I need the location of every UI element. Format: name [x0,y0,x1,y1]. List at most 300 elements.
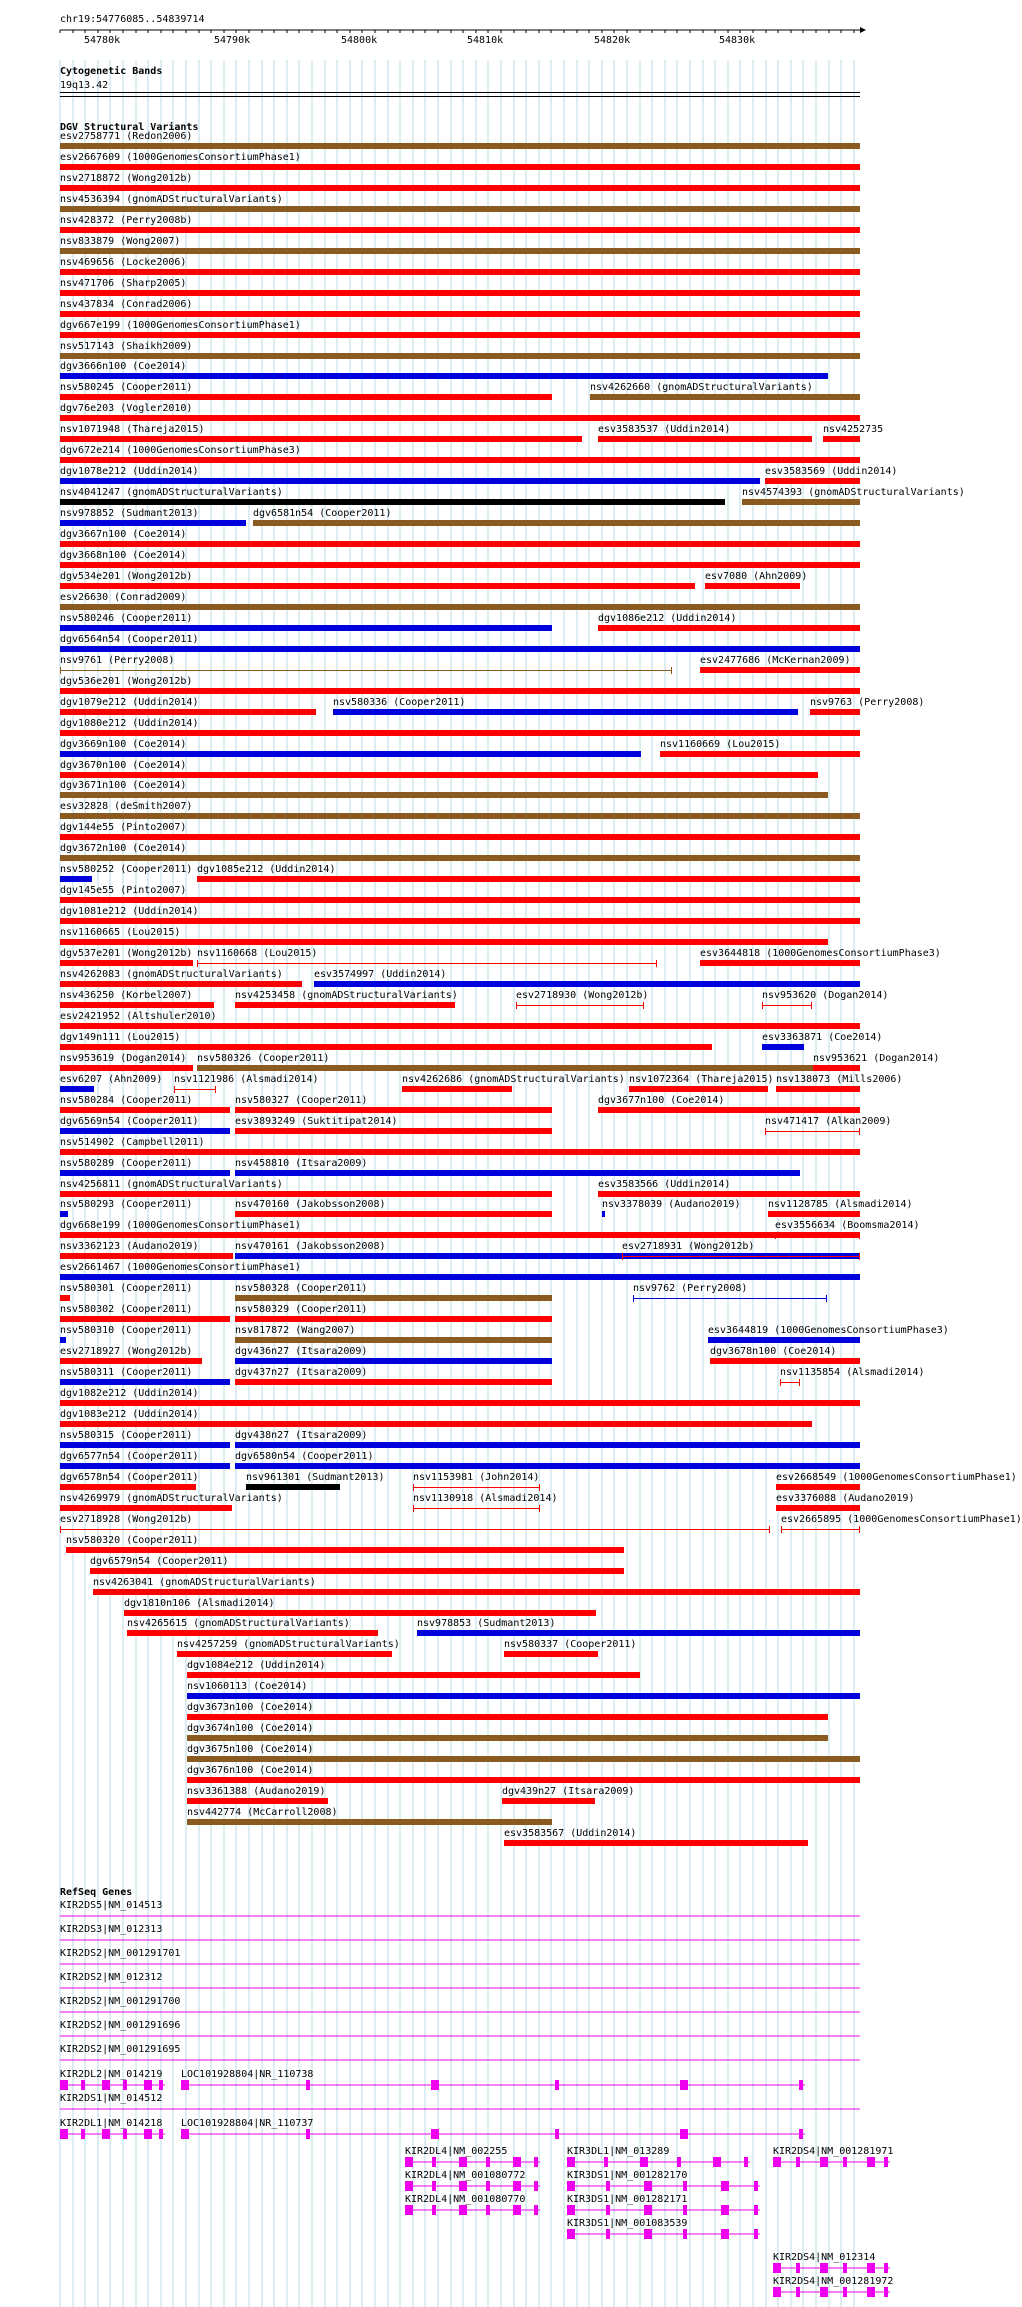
sv-feature-label[interactable]: nsv580327 (Cooper2011) [235,1095,368,1106]
sv-feature-bar[interactable] [60,206,860,212]
sv-feature-label[interactable]: nsv580328 (Cooper2011) [235,1283,368,1294]
sv-feature-label[interactable]: dgv1085e212 (Uddin2014) [197,864,336,875]
sv-feature-label[interactable]: nsv1072364 (Thareja2015) [629,1074,774,1085]
refseq-gene-label[interactable]: KIR3DS1|NM_001282171 [567,2194,688,2205]
refseq-gene-label[interactable]: KIR2DS2|NM_001291701 [60,1948,181,1959]
sv-feature-bar[interactable] [197,1065,860,1071]
sv-feature-label[interactable]: nsv580311 (Cooper2011) [60,1367,193,1378]
sv-feature-bar[interactable] [60,1107,230,1113]
sv-feature-label[interactable]: nsv470160 (Jakobsson2008) [235,1199,386,1210]
sv-feature-bar[interactable] [60,1316,230,1322]
sv-feature-label[interactable]: dgv6578n54 (Cooper2011) [60,1472,199,1483]
sv-feature-bar[interactable] [60,1086,94,1092]
refseq-gene-model[interactable] [0,2261,890,2275]
refseq-gene-label[interactable]: KIR3DL1|NM_013289 [567,2146,670,2157]
sv-feature-bar[interactable] [775,1235,860,1236]
sv-feature-label[interactable]: nsv437834 (Conrad2006) [60,299,193,310]
sv-feature-bar[interactable] [60,1211,68,1217]
refseq-gene-model[interactable] [0,1909,890,1923]
sv-feature-bar[interactable] [60,248,860,254]
sv-feature-bar[interactable] [187,1735,828,1741]
sv-feature-label[interactable]: dgv6580n54 (Cooper2011) [235,1451,374,1462]
sv-feature-bar[interactable] [60,1400,860,1406]
sv-feature-bar[interactable] [60,1484,196,1490]
sv-feature-bar[interactable] [174,1089,216,1090]
sv-feature-label[interactable]: nsv4253458 (gnomADStructuralVariants) [235,990,458,1001]
sv-feature-label[interactable]: nsv580301 (Cooper2011) [60,1283,193,1294]
sv-feature-label[interactable]: nsv953619 (Dogan2014) [60,1053,187,1064]
sv-feature-bar[interactable] [705,583,800,589]
sv-feature-label[interactable]: esv2477686 (McKernan2009) [700,655,851,666]
sv-feature-label[interactable]: esv3583537 (Uddin2014) [598,424,731,435]
sv-feature-bar[interactable] [60,353,860,359]
sv-feature-label[interactable]: dgv3678n100 (Coe2014) [710,1346,837,1357]
sv-feature-label[interactable]: dgv145e55 (Pinto2007) [60,885,187,896]
sv-feature-bar[interactable] [60,1170,230,1176]
sv-feature-bar[interactable] [187,1798,328,1804]
sv-feature-bar[interactable] [700,667,860,673]
refseq-gene-label[interactable]: KIR3DS1|NM_001282170 [567,2170,688,2181]
sv-feature-bar[interactable] [60,646,860,652]
refseq-gene-label[interactable]: KIR2DS4|NM_001281971 [773,2146,894,2157]
sv-feature-bar[interactable] [60,772,818,778]
sv-feature-label[interactable]: dgv3672n100 (Coe2014) [60,843,187,854]
sv-feature-label[interactable]: nsv4256811 (gnomADStructuralVariants) [60,1179,283,1190]
sv-feature-label[interactable]: esv2718928 (Wong2012b) [60,1514,193,1525]
sv-feature-label[interactable]: dgv144e55 (Pinto2007) [60,822,187,833]
sv-feature-bar[interactable] [253,520,860,526]
refseq-gene-label[interactable]: KIR2DL1|NM_014218 [60,2118,163,2129]
sv-feature-label[interactable]: dgv6577n54 (Cooper2011) [60,1451,199,1462]
sv-feature-bar[interactable] [235,1442,860,1448]
sv-feature-bar[interactable] [60,813,860,819]
sv-feature-bar[interactable] [402,1086,512,1092]
sv-feature-label[interactable]: dgv672e214 (1000GenomesConsortiumPhase3) [60,445,301,456]
sv-feature-bar[interactable] [60,897,860,903]
sv-feature-bar[interactable] [60,373,828,379]
sv-feature-label[interactable]: nsv1060113 (Coe2014) [187,1681,308,1692]
sv-feature-bar[interactable] [60,185,860,191]
refseq-gene-label[interactable]: KIR2DS1|NM_014512 [60,2093,163,2104]
sv-feature-bar[interactable] [60,1253,233,1259]
sv-feature-label[interactable]: dgv3673n100 (Coe2014) [187,1702,314,1713]
sv-feature-label[interactable]: nsv580252 (Cooper2011) [60,864,193,875]
sv-feature-bar[interactable] [60,478,760,484]
sv-feature-bar[interactable] [60,1044,712,1050]
sv-feature-bar[interactable] [60,1463,230,1469]
sv-feature-label[interactable]: esv3583567 (Uddin2014) [504,1828,637,1839]
sv-feature-bar[interactable] [417,1630,860,1636]
sv-feature-bar[interactable] [516,1005,644,1006]
sv-feature-bar[interactable] [60,730,860,736]
sv-feature-label[interactable]: nsv2718872 (Wong2012b) [60,173,193,184]
refseq-gene-label[interactable]: KIR2DS2|NM_012312 [60,1972,163,1983]
refseq-gene-label[interactable]: KIR2DL4|NM_001080770 [405,2194,526,2205]
sv-feature-bar[interactable] [813,1065,860,1071]
sv-feature-bar[interactable] [60,457,860,463]
sv-feature-bar[interactable] [60,562,860,568]
sv-feature-bar[interactable] [598,1107,860,1113]
sv-feature-label[interactable]: nsv580329 (Cooper2011) [235,1304,368,1315]
sv-feature-bar[interactable] [762,1005,812,1006]
sv-feature-bar[interactable] [60,311,860,317]
sv-feature-label[interactable]: esv32828 (deSmith2007) [60,801,193,812]
sv-feature-bar[interactable] [60,164,860,170]
refseq-gene-model[interactable] [0,2227,890,2241]
refseq-gene-label[interactable]: KIR3DS1|NM_001083539 [567,2218,688,2229]
sv-feature-label[interactable]: nsv9762 (Perry2008) [633,1283,748,1294]
sv-feature-bar[interactable] [235,1463,860,1469]
sv-feature-label[interactable]: nsv471706 (Sharp2005) [60,278,187,289]
sv-feature-label[interactable]: dgv3666n100 (Coe2014) [60,361,187,372]
sv-feature-label[interactable]: dgv76e203 (Vogler2010) [60,403,193,414]
sv-feature-bar[interactable] [60,143,860,149]
sv-feature-bar[interactable] [60,394,552,400]
sv-feature-bar[interactable] [629,1086,768,1092]
sv-feature-label[interactable]: nsv470161 (Jakobsson2008) [235,1241,386,1252]
sv-feature-label[interactable]: dgv436n27 (Itsara2009) [235,1346,368,1357]
refseq-gene-model[interactable] [0,2179,890,2193]
sv-feature-bar[interactable] [810,709,860,715]
sv-feature-label[interactable]: esv2718931 (Wong2012b) [622,1241,755,1252]
refseq-gene-model[interactable] [0,1981,890,1995]
sv-feature-bar[interactable] [776,1505,860,1511]
sv-feature-bar[interactable] [762,1044,804,1050]
sv-feature-bar[interactable] [60,227,860,233]
sv-feature-label[interactable]: esv2758771 (Redon2006) [60,131,193,142]
sv-feature-label[interactable]: nsv817872 (Wang2007) [235,1325,356,1336]
sv-feature-bar[interactable] [60,1505,232,1511]
sv-feature-label[interactable]: nsv469656 (Locke2006) [60,257,187,268]
sv-feature-label[interactable]: nsv580336 (Cooper2011) [333,697,466,708]
sv-feature-label[interactable]: nsv4041247 (gnomADStructuralVariants) [60,487,283,498]
sv-feature-bar[interactable] [60,1421,812,1427]
sv-feature-bar[interactable] [708,1337,860,1343]
refseq-gene-model[interactable] [0,2285,890,2299]
sv-feature-bar[interactable] [60,604,860,610]
sv-feature-bar[interactable] [413,1508,540,1509]
refseq-gene-model[interactable] [0,2102,890,2116]
sv-feature-label[interactable]: nsv1130918 (Alsmadi2014) [413,1493,558,1504]
sv-feature-bar[interactable] [700,960,860,966]
sv-feature-label[interactable]: nsv4262083 (gnomADStructuralVariants) [60,969,283,980]
sv-feature-bar[interactable] [60,436,582,442]
sv-feature-bar[interactable] [60,688,860,694]
sv-feature-bar[interactable] [622,1256,860,1257]
sv-feature-bar[interactable] [235,1295,552,1301]
sv-feature-label[interactable]: dgv1081e212 (Uddin2014) [60,906,199,917]
sv-feature-bar[interactable] [187,1756,860,1762]
sv-feature-bar[interactable] [60,1529,770,1530]
sv-feature-bar[interactable] [776,1484,860,1490]
sv-feature-bar[interactable] [235,1002,455,1008]
sv-feature-label[interactable]: nsv961301 (Sudmant2013) [246,1472,385,1483]
sv-feature-label[interactable]: dgv3669n100 (Coe2014) [60,739,187,750]
sv-feature-label[interactable]: nsv3378039 (Audano2019) [602,1199,741,1210]
sv-feature-label[interactable]: nsv4262686 (gnomADStructuralVariants) [402,1074,625,1085]
sv-feature-bar[interactable] [60,670,672,671]
sv-feature-label[interactable]: nsv9763 (Perry2008) [810,697,925,708]
sv-feature-bar[interactable] [60,876,92,882]
refseq-gene-label[interactable]: KIR2DS2|NM_001291700 [60,1996,181,2007]
sv-feature-bar[interactable] [60,1065,193,1071]
sv-feature-bar[interactable] [60,834,860,840]
sv-feature-label[interactable]: nsv4536394 (gnomADStructuralVariants) [60,194,283,205]
sv-feature-label[interactable]: nsv4257259 (gnomADStructuralVariants) [177,1639,400,1650]
sv-feature-label[interactable]: nsv580315 (Cooper2011) [60,1430,193,1441]
sv-feature-label[interactable]: dgv3676n100 (Coe2014) [187,1765,314,1776]
refseq-gene-label[interactable]: LOC101928804|NR_110738 [181,2069,314,2080]
sv-feature-bar[interactable] [66,1547,624,1553]
refseq-gene-model[interactable] [0,2078,890,2092]
refseq-gene-label[interactable]: KIR2DS4|NM_001281972 [773,2276,894,2287]
sv-feature-label[interactable]: nsv514902 (Campbell2011) [60,1137,205,1148]
sv-feature-bar[interactable] [765,478,860,484]
sv-feature-bar[interactable] [598,625,860,631]
sv-feature-label[interactable]: nsv953621 (Dogan2014) [813,1053,940,1064]
refseq-gene-label[interactable]: LOC101928804|NR_110737 [181,2118,314,2129]
sv-feature-bar[interactable] [60,1023,860,1029]
sv-feature-bar[interactable] [710,1358,860,1364]
sv-feature-label[interactable]: dgv1086e212 (Uddin2014) [598,613,737,624]
sv-feature-label[interactable]: dgv6581n54 (Cooper2011) [253,508,392,519]
sv-feature-bar[interactable] [60,332,860,338]
sv-feature-bar[interactable] [235,1316,552,1322]
sv-feature-bar[interactable] [504,1840,808,1846]
sv-feature-label[interactable]: dgv437n27 (Itsara2009) [235,1367,368,1378]
sv-feature-label[interactable]: nsv3362123 (Audano2019) [60,1241,199,1252]
sv-feature-label[interactable]: dgv3674n100 (Coe2014) [187,1723,314,1734]
sv-feature-label[interactable]: esv3644819 (1000GenomesConsortiumPhase3) [708,1325,949,1336]
sv-feature-bar[interactable] [60,1191,552,1197]
sv-feature-label[interactable]: nsv978853 (Sudmant2013) [417,1618,556,1629]
sv-feature-bar[interactable] [60,1002,214,1008]
refseq-gene-model[interactable] [0,1933,890,1947]
sv-feature-bar[interactable] [235,1211,552,1217]
sv-feature-label[interactable]: dgv668e199 (1000GenomesConsortiumPhase1) [60,1220,301,1231]
sv-feature-label[interactable]: esv2718930 (Wong2012b) [516,990,649,1001]
sv-feature-bar[interactable] [60,1358,202,1364]
sv-feature-label[interactable]: dgv536e201 (Wong2012b) [60,676,193,687]
sv-feature-bar[interactable] [60,855,860,861]
sv-feature-bar[interactable] [197,963,657,964]
sv-feature-bar[interactable] [60,1442,230,1448]
sv-feature-bar[interactable] [60,1149,860,1155]
sv-feature-label[interactable]: dgv6579n54 (Cooper2011) [90,1556,229,1567]
sv-feature-label[interactable]: dgv1082e212 (Uddin2014) [60,1388,199,1399]
sv-feature-label[interactable]: dgv3675n100 (Coe2014) [187,1744,314,1755]
sv-feature-label[interactable]: nsv1071948 (Thareja2015) [60,424,205,435]
sv-feature-label[interactable]: dgv3671n100 (Coe2014) [60,780,187,791]
sv-feature-label[interactable]: nsv4263041 (gnomADStructuralVariants) [93,1577,316,1588]
sv-feature-label[interactable]: dgv1079e212 (Uddin2014) [60,697,199,708]
sv-feature-bar[interactable] [187,1693,860,1699]
refseq-gene-label[interactable]: KIR2DL2|NM_014219 [60,2069,163,2080]
sv-feature-label[interactable]: nsv471417 (Alkan2009) [765,1116,892,1127]
sv-feature-label[interactable]: nsv517143 (Shaikh2009) [60,341,193,352]
sv-feature-label[interactable]: esv3893249 (Suktitipat2014) [235,1116,398,1127]
sv-feature-bar[interactable] [602,1211,605,1217]
sv-feature-bar[interactable] [742,499,860,505]
sv-feature-bar[interactable] [60,981,302,987]
sv-feature-label[interactable]: dgv537e201 (Wong2012b) [60,948,193,959]
sv-feature-label[interactable]: dgv439n27 (Itsara2009) [502,1786,635,1797]
sv-feature-bar[interactable] [60,1379,230,1385]
sv-feature-bar[interactable] [314,981,860,987]
sv-feature-label[interactable]: nsv580320 (Cooper2011) [66,1535,199,1546]
sv-feature-label[interactable]: esv3363871 (Coe2014) [762,1032,883,1043]
sv-feature-label[interactable]: dgv667e199 (1000GenomesConsortiumPhase1) [60,320,301,331]
sv-feature-bar[interactable] [765,1131,860,1132]
sv-feature-label[interactable]: dgv1083e212 (Uddin2014) [60,1409,199,1420]
sv-feature-label[interactable]: nsv436250 (Korbel2007) [60,990,193,1001]
sv-feature-label[interactable]: nsv458810 (Itsara2009) [235,1158,368,1169]
refseq-gene-model[interactable] [0,2005,890,2019]
sv-feature-label[interactable]: nsv580326 (Cooper2011) [197,1053,330,1064]
sv-feature-label[interactable]: dgv1810n106 (Alsmadi2014) [124,1598,275,1609]
sv-feature-bar[interactable] [60,1337,66,1343]
sv-feature-label[interactable]: nsv833879 (Wong2007) [60,236,181,247]
sv-feature-label[interactable]: nsv580284 (Cooper2011) [60,1095,193,1106]
sv-feature-bar[interactable] [187,1777,860,1783]
sv-feature-bar[interactable] [60,1295,70,1301]
sv-feature-label[interactable]: nsv1128785 (Alsmadi2014) [768,1199,913,1210]
sv-feature-bar[interactable] [235,1337,552,1343]
sv-feature-bar[interactable] [187,1819,552,1825]
sv-feature-bar[interactable] [60,541,860,547]
sv-feature-label[interactable]: nsv580293 (Cooper2011) [60,1199,193,1210]
sv-feature-bar[interactable] [235,1107,552,1113]
sv-feature-label[interactable]: nsv4269979 (gnomADStructuralVariants) [60,1493,283,1504]
sv-feature-label[interactable]: nsv4265615 (gnomADStructuralVariants) [127,1618,350,1629]
sv-feature-bar[interactable] [768,1211,860,1217]
sv-feature-label[interactable]: nsv580337 (Cooper2011) [504,1639,637,1650]
sv-feature-label[interactable]: esv2718927 (Wong2012b) [60,1346,193,1357]
sv-feature-label[interactable]: nsv4252735 [823,424,884,435]
sv-feature-label[interactable]: nsv3361388 (Audano2019) [187,1786,326,1797]
sv-feature-label[interactable]: nsv580302 (Cooper2011) [60,1304,193,1315]
sv-feature-bar[interactable] [90,1568,624,1574]
sv-feature-label[interactable]: dgv3677n100 (Coe2014) [598,1095,725,1106]
sv-feature-bar[interactable] [598,436,812,442]
sv-feature-bar[interactable] [504,1651,598,1657]
sv-feature-label[interactable]: dgv6569n54 (Cooper2011) [60,1116,199,1127]
sv-feature-label[interactable]: nsv953620 (Dogan2014) [762,990,889,1001]
sv-feature-label[interactable]: dgv438n27 (Itsara2009) [235,1430,368,1441]
sv-feature-bar[interactable] [60,960,193,966]
sv-feature-bar[interactable] [413,1487,540,1488]
sv-feature-label[interactable]: dgv534e201 (Wong2012b) [60,571,193,582]
sv-feature-bar[interactable] [187,1672,640,1678]
sv-feature-bar[interactable] [60,625,552,631]
sv-feature-bar[interactable] [60,290,860,296]
sv-feature-label[interactable]: nsv1153981 (John2014) [413,1472,540,1483]
sv-feature-bar[interactable] [781,1529,860,1530]
sv-feature-bar[interactable] [187,1714,828,1720]
sv-feature-bar[interactable] [633,1298,827,1299]
sv-feature-label[interactable]: nsv428372 (Perry2008b) [60,215,193,226]
sv-feature-bar[interactable] [235,1128,552,1134]
sv-feature-bar[interactable] [502,1798,595,1804]
sv-feature-label[interactable]: dgv149n111 (Lou2015) [60,1032,181,1043]
sv-feature-bar[interactable] [333,709,798,715]
refseq-gene-model[interactable] [0,2053,890,2067]
refseq-gene-label[interactable]: KIR2DL4|NM_002255 [405,2146,508,2157]
refseq-gene-label[interactable]: KIR2DS3|NM_012313 [60,1924,163,1935]
sv-feature-bar[interactable] [124,1610,596,1616]
sv-feature-bar[interactable] [60,939,828,945]
sv-feature-label[interactable]: nsv978852 (Sudmant2013) [60,508,199,519]
sv-feature-label[interactable]: esv3556634 (Boomsma2014) [775,1220,920,1231]
sv-feature-label[interactable]: dgv3670n100 (Coe2014) [60,760,187,771]
sv-feature-bar[interactable] [60,1232,860,1238]
refseq-gene-model[interactable] [0,2127,890,2141]
refseq-gene-model[interactable] [0,2029,890,2043]
sv-feature-bar[interactable] [60,1128,230,1134]
sv-feature-bar[interactable] [776,1086,860,1092]
sv-feature-bar[interactable] [60,1274,860,1280]
refseq-gene-label[interactable]: KIR2DL4|NM_001080772 [405,2170,526,2181]
sv-feature-bar[interactable] [235,1170,800,1176]
refseq-gene-label[interactable]: KIR2DS2|NM_001291695 [60,2044,181,2055]
sv-feature-bar[interactable] [93,1589,860,1595]
sv-feature-label[interactable]: nsv580289 (Cooper2011) [60,1158,193,1169]
sv-feature-bar[interactable] [235,1379,552,1385]
sv-feature-bar[interactable] [60,792,828,798]
sv-feature-label[interactable]: esv26630 (Conrad2009) [60,592,187,603]
sv-feature-label[interactable]: dgv6564n54 (Cooper2011) [60,634,199,645]
sv-feature-bar[interactable] [60,269,860,275]
sv-feature-label[interactable]: dgv1084e212 (Uddin2014) [187,1660,326,1671]
sv-feature-label[interactable]: esv2668549 (1000GenomesConsortiumPhase1) [776,1472,1017,1483]
refseq-gene-label[interactable]: KIR2DS4|NM_012314 [773,2252,876,2263]
sv-feature-label[interactable]: esv3583569 (Uddin2014) [765,466,898,477]
sv-feature-label[interactable]: dgv3667n100 (Coe2014) [60,529,187,540]
sv-feature-bar[interactable] [60,583,695,589]
sv-feature-bar[interactable] [60,415,860,421]
sv-feature-bar[interactable] [60,499,725,505]
sv-feature-bar[interactable] [780,1382,800,1383]
sv-feature-label[interactable]: dgv1080e212 (Uddin2014) [60,718,199,729]
refseq-gene-model[interactable] [0,1957,890,1971]
sv-feature-label[interactable]: nsv138073 (Mills2006) [776,1074,903,1085]
sv-feature-label[interactable]: nsv442774 (McCarroll2008) [187,1807,338,1818]
sv-feature-bar[interactable] [60,751,641,757]
sv-feature-bar[interactable] [60,709,316,715]
sv-feature-bar[interactable] [197,876,860,882]
sv-feature-bar[interactable] [127,1630,378,1636]
sv-feature-label[interactable]: esv3583566 (Uddin2014) [598,1179,731,1190]
sv-feature-label[interactable]: esv2667609 (1000GenomesConsortiumPhase1) [60,152,301,163]
sv-feature-bar[interactable] [60,520,246,526]
sv-feature-label[interactable]: esv2421952 (Altshuler2010) [60,1011,217,1022]
sv-feature-label[interactable]: esv3644818 (1000GenomesConsortiumPhase3) [700,948,941,959]
refseq-gene-model[interactable] [0,2155,890,2169]
sv-feature-label[interactable]: esv2661467 (1000GenomesConsortiumPhase1) [60,1262,301,1273]
sv-feature-label[interactable]: nsv1160669 (Lou2015) [660,739,781,750]
sv-feature-bar[interactable] [177,1651,392,1657]
sv-feature-bar[interactable] [246,1484,340,1490]
sv-feature-label[interactable]: nsv4262660 (gnomADStructuralVariants) [590,382,813,393]
sv-feature-label[interactable]: dgv3668n100 (Coe2014) [60,550,187,561]
refseq-gene-label[interactable]: KIR2DS5|NM_014513 [60,1900,163,1911]
refseq-gene-label[interactable]: KIR2DS2|NM_001291696 [60,2020,181,2031]
sv-feature-label[interactable]: nsv580310 (Cooper2011) [60,1325,193,1336]
sv-feature-label[interactable]: nsv1135854 (Alsmadi2014) [780,1367,925,1378]
sv-feature-label[interactable]: esv3574997 (Uddin2014) [314,969,447,980]
refseq-gene-model[interactable] [0,2203,890,2217]
sv-feature-bar[interactable] [235,1358,552,1364]
